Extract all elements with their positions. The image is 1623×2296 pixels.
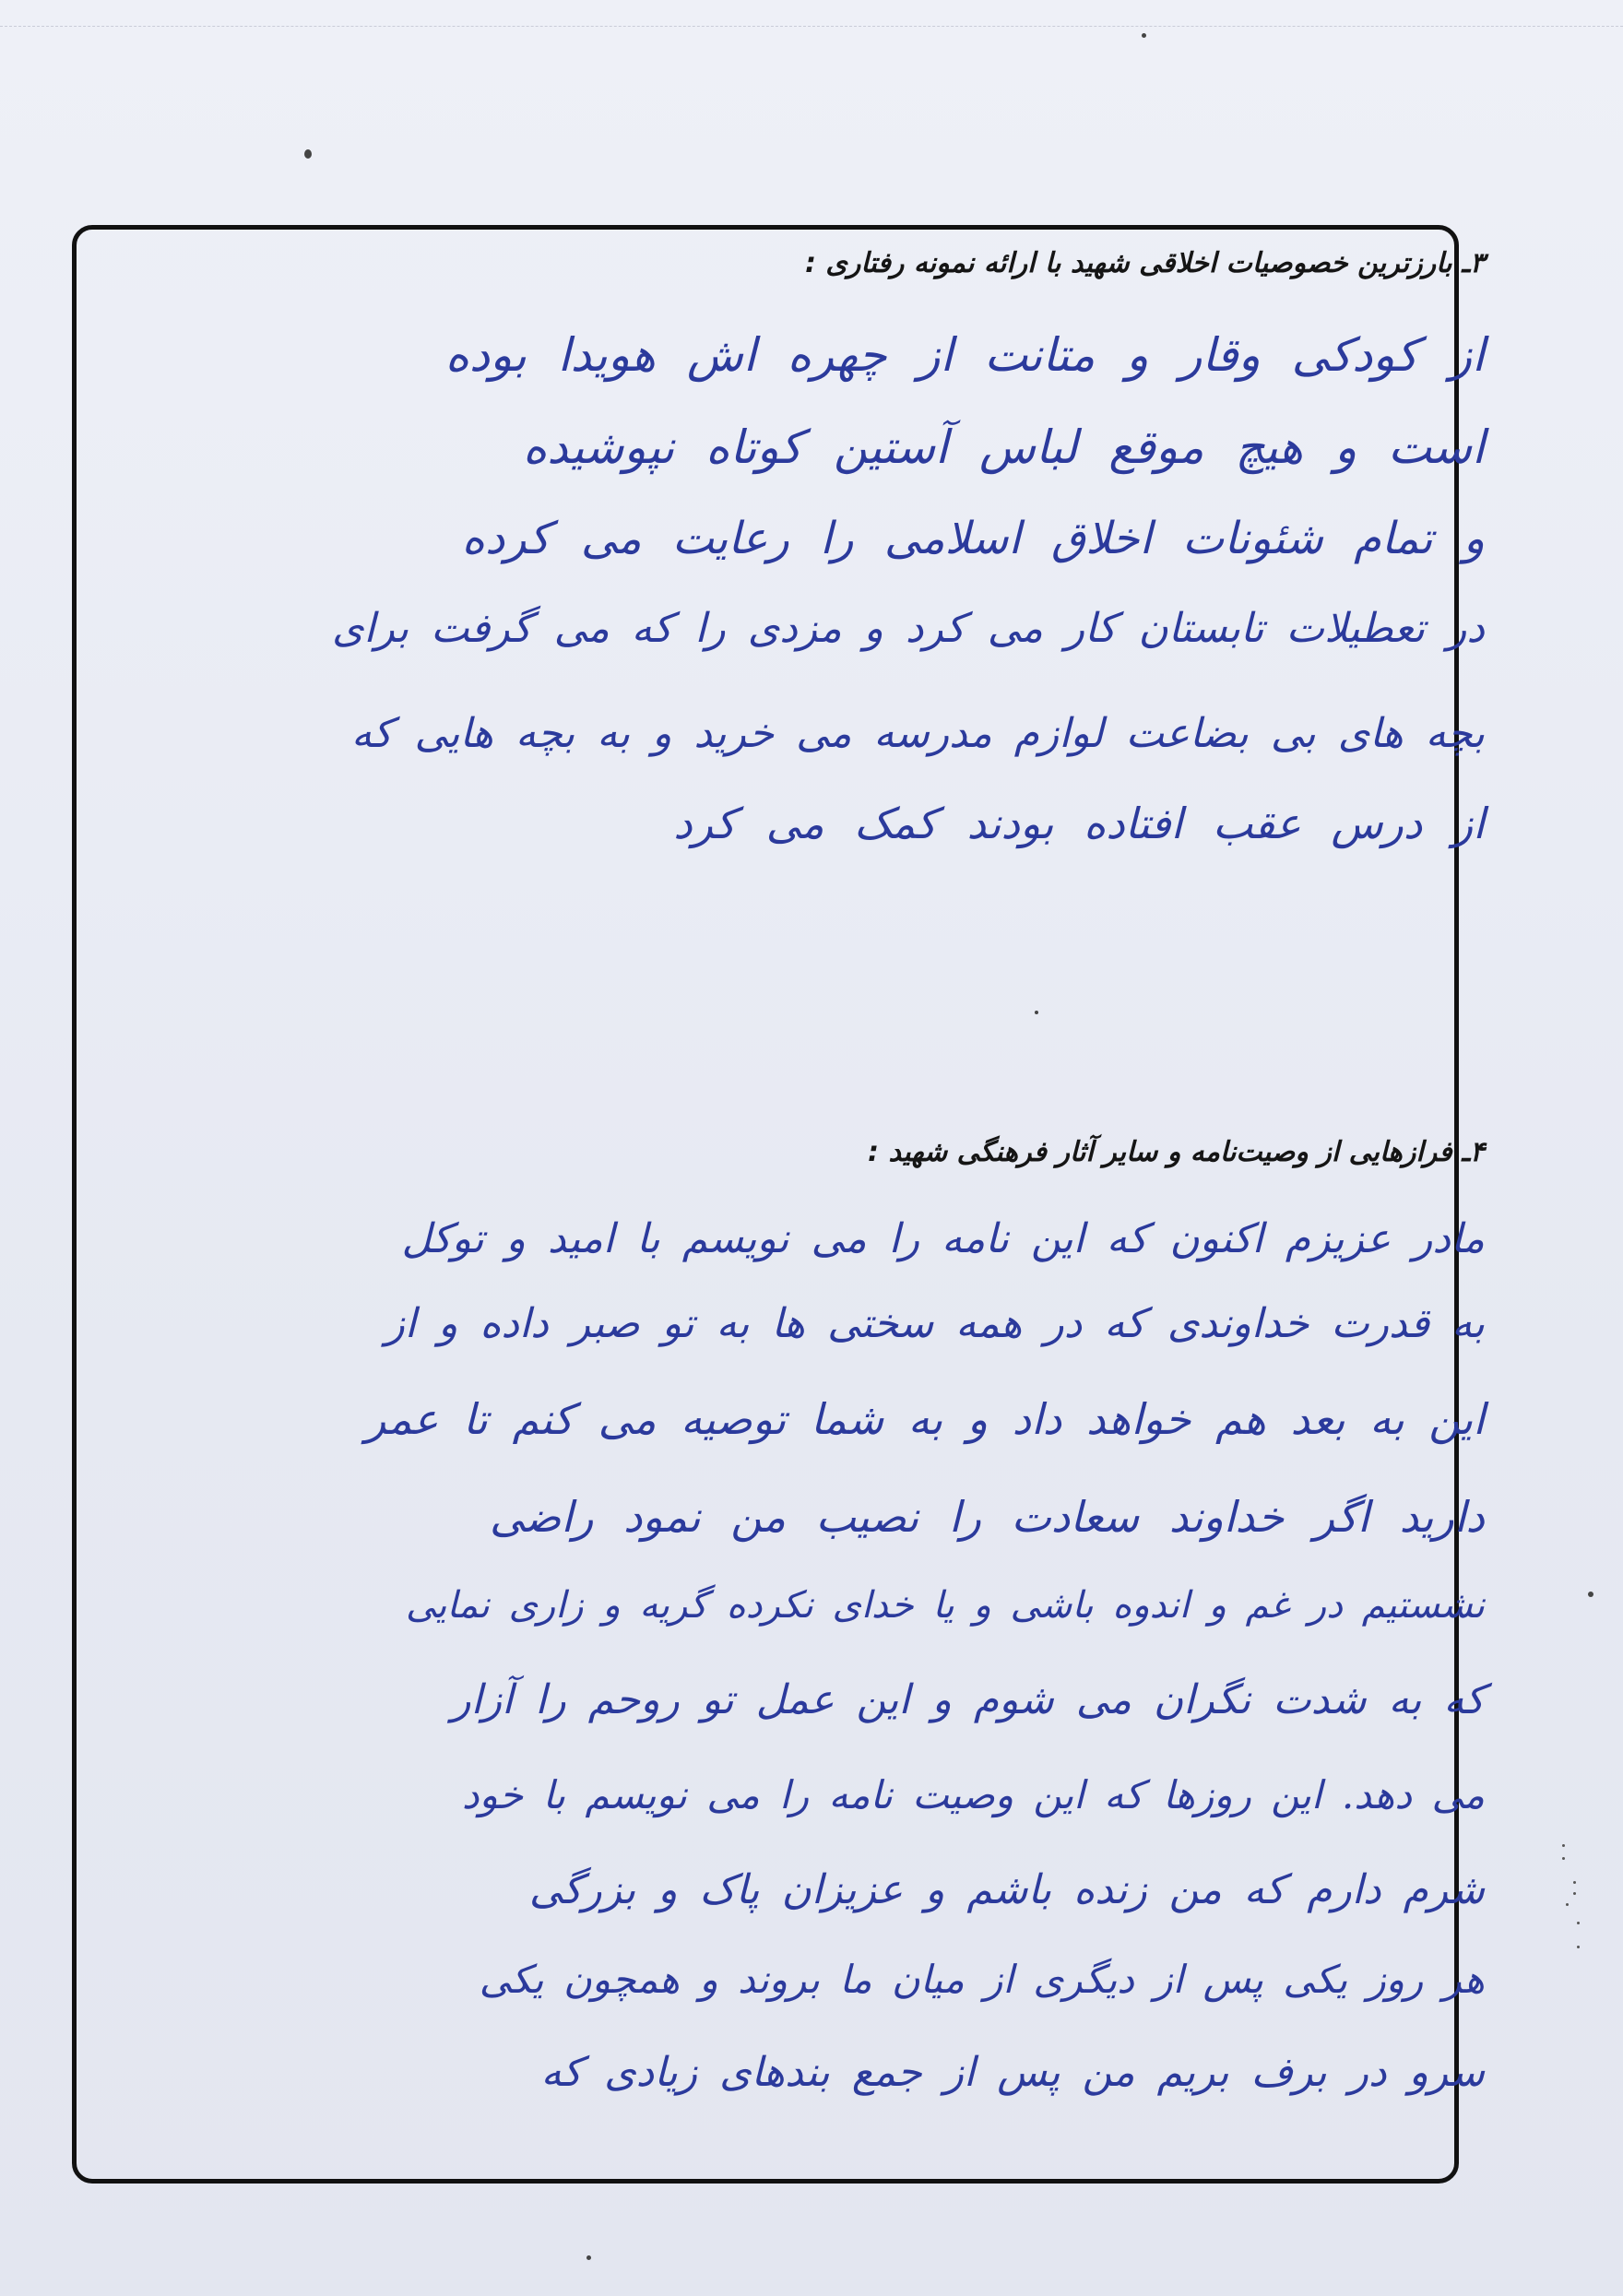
speck	[1142, 33, 1146, 38]
section-3-line: و تمام شئونات اخلاق اسلامی را رعایت می کرده	[461, 513, 1485, 564]
section-3-line: بچه های بی بضاعت لوازم مدرسه می خرید و به بچه هایی که	[351, 710, 1485, 757]
section-3-line: از درس عقب افتاده بودند کمک می کرد	[673, 799, 1485, 848]
page-top-edge	[0, 0, 1623, 27]
section-4-line: نشستیم در غم و اندوه باشی و یا خدای نکرده گریه و زاری نمایی	[405, 1584, 1485, 1627]
speck	[1588, 1592, 1593, 1597]
speck	[304, 149, 312, 159]
section-4-line: مادر عزیزم اکنون که این نامه را می نویسم با امید و توکل	[401, 1215, 1485, 1262]
section-3-line: است و هیچ موقع لباس آستین کوتاه نپوشیده	[523, 420, 1485, 474]
section-3-line: از کودکی وقار و متانت از چهره اش هویدا بوده	[444, 328, 1485, 382]
section-4-line: به قدرت خداوندی که در همه سختی ها به تو صبر داده و از	[385, 1300, 1485, 1347]
section-3-line: در تعطیلات تابستان کار می کرد و مزدی را که می گرفت برای	[331, 605, 1485, 652]
section-4-line: دارید اگر خداوند سعادت را نصیب من نمود راضی	[490, 1492, 1485, 1542]
section-4-line: هر روز یکی پس از دیگری از میان ما بروند و همچون یکی	[479, 1957, 1485, 2002]
section-4-line: سرو در برف بریم من پس از جمع بندهای زیادی که	[540, 2049, 1485, 2096]
margin-marks	[1558, 1844, 1595, 1955]
section-4-line: می دهد. این روزها که این وصیت نامه را می نویسم با خود	[461, 1772, 1485, 1817]
section-3-heading: ۳ـ بارزترین خصوصیات اخلاقی شهید با ارائه نمونه رفتاری :	[804, 247, 1485, 279]
speck	[586, 2255, 591, 2260]
section-4-line: که به شدت نگران می شوم و این عمل تو روحم را آزار	[451, 1676, 1485, 1723]
section-4-line: شرم دارم که من زنده باشم و عزیزان پاک و بزرگی	[528, 1866, 1485, 1913]
section-4-heading: ۴ـ فرازهایی از وصیت‌نامه و سایر آثار فرهنگی شهید :	[868, 1136, 1485, 1168]
section-4-line: این به بعد هم خواهد داد و به شما توصیه می کنم تا عمر	[365, 1394, 1485, 1444]
